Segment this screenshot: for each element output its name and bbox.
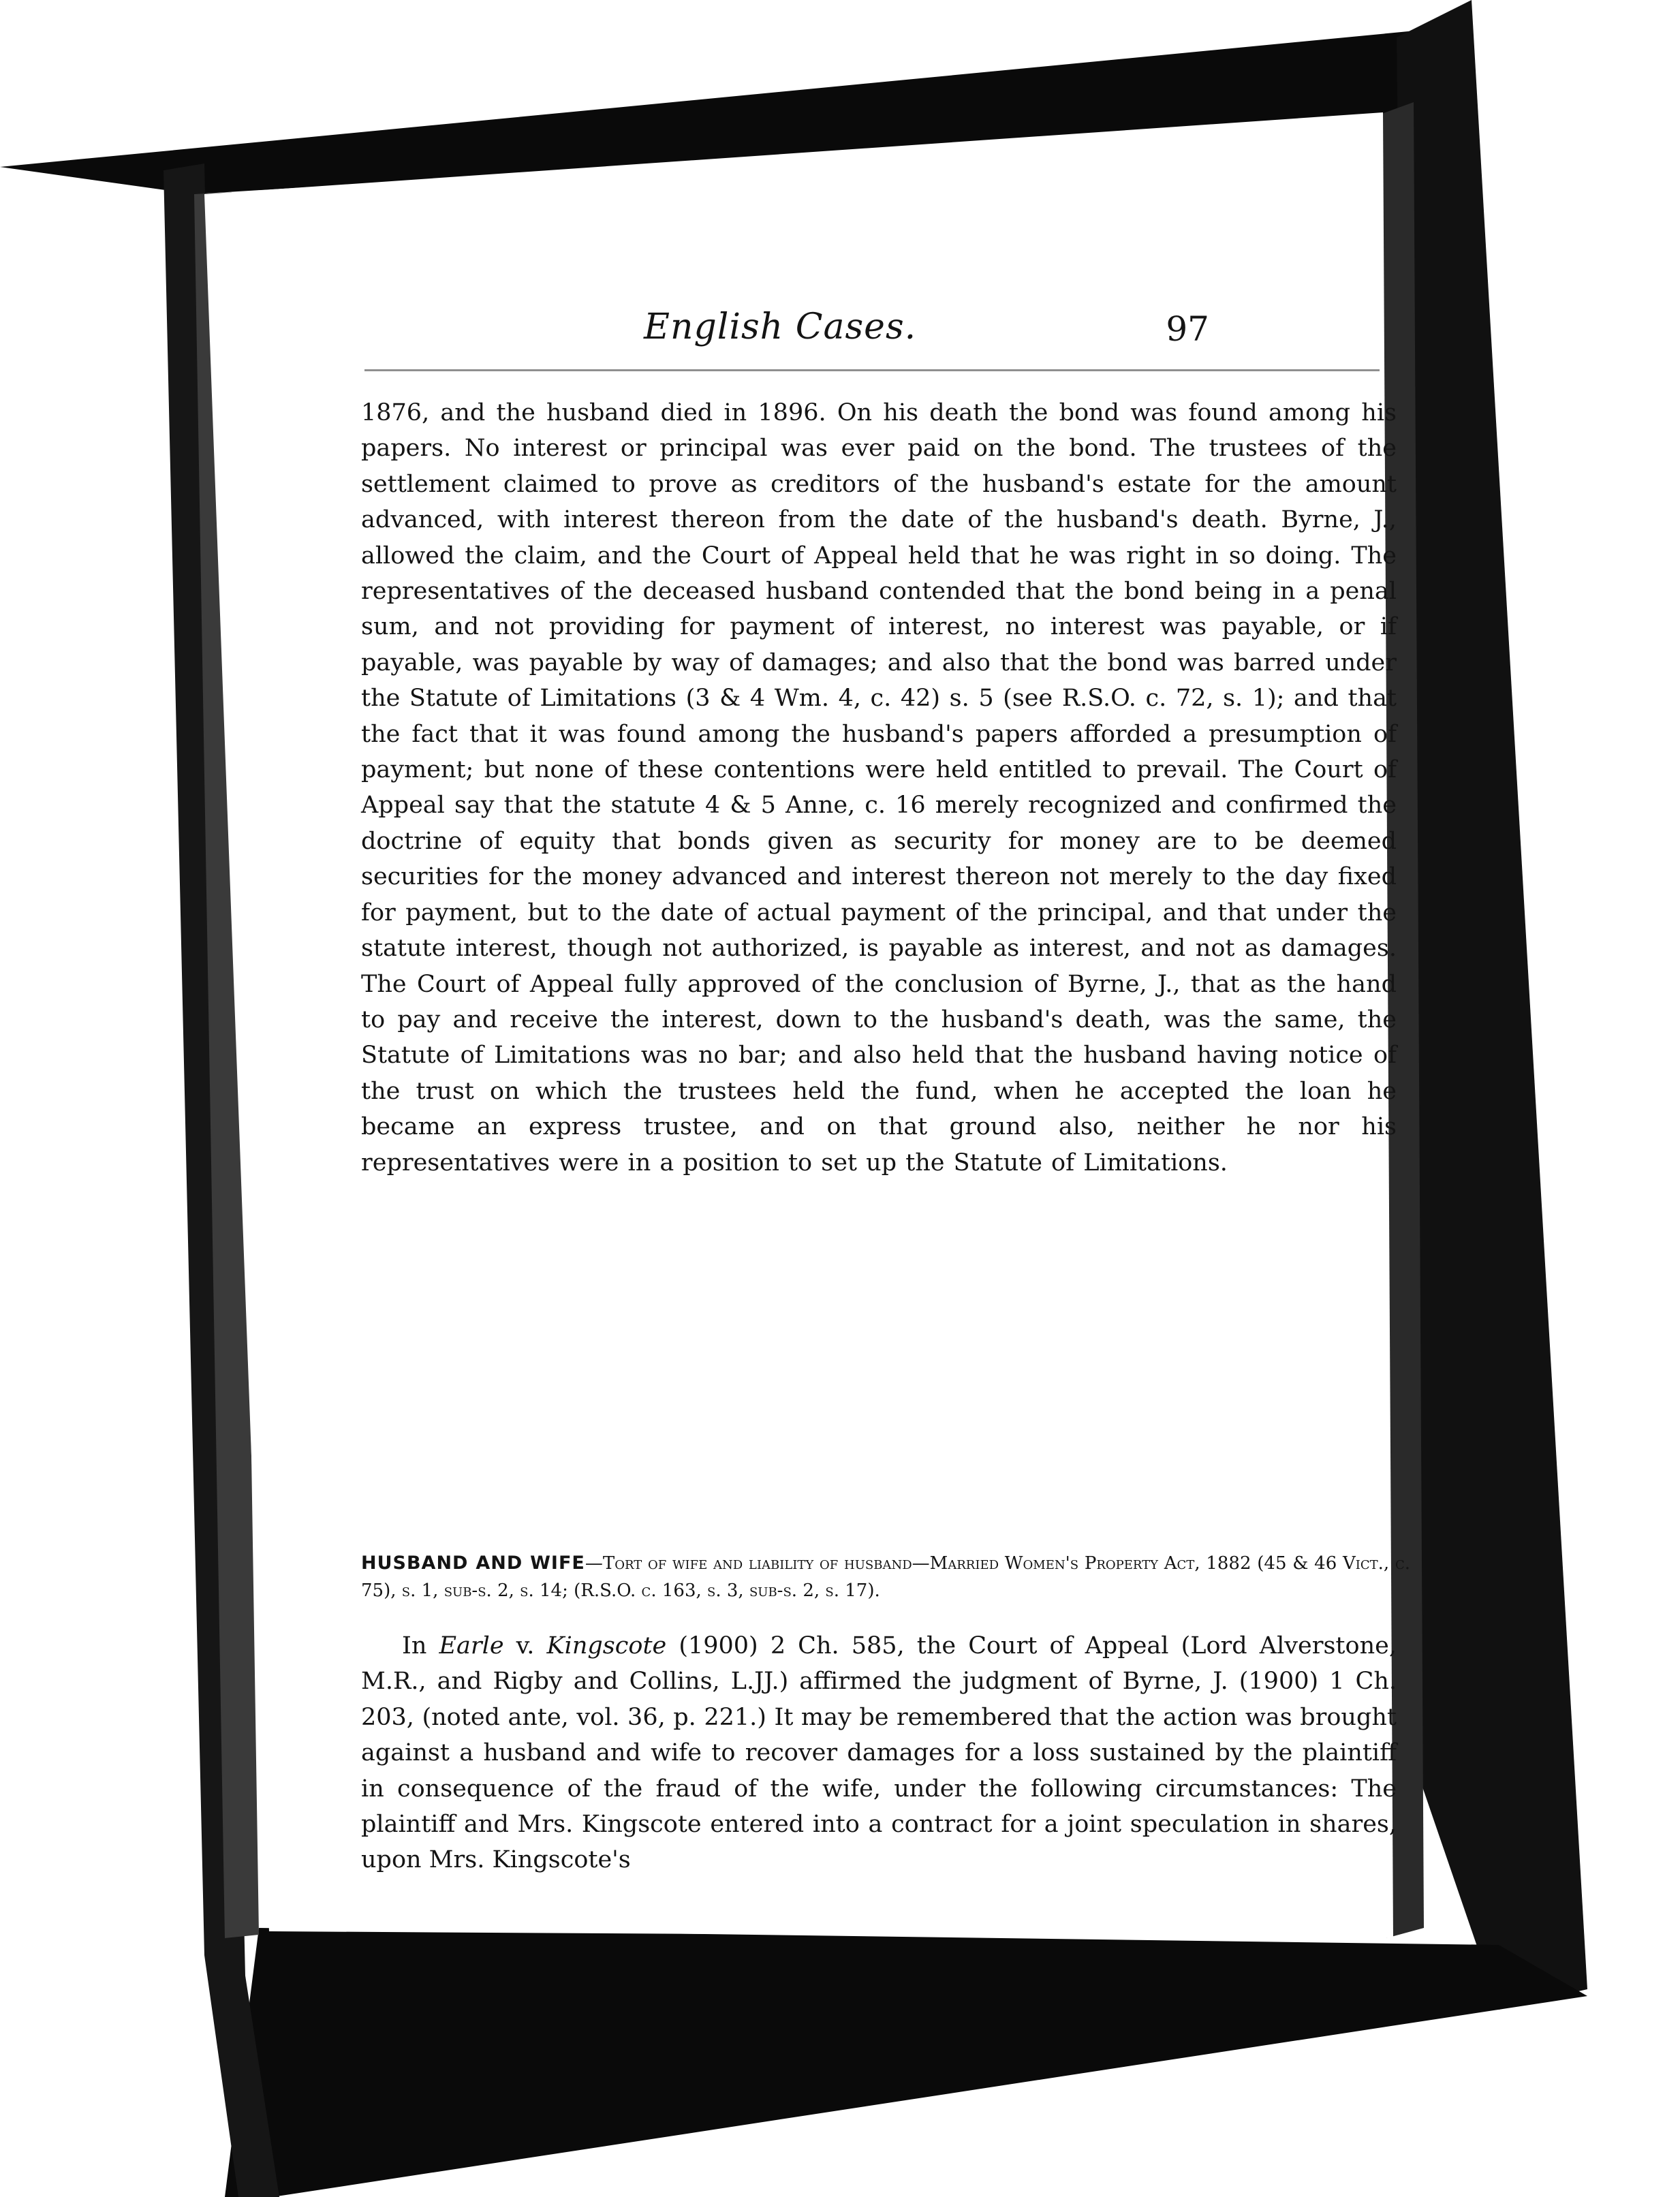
heading-rest: —Tort of wife and liability of husband—Married Women's Property Act, 1882 (45 & 46 Vict., c. 75), s. 1, sub-s. 2, s. 14; (R.S.O. c. 163, s. 3, sub-s. 2, s. 17). — [361, 1553, 1410, 1601]
section-heading — [361, 1550, 1410, 1604]
running-head — [194, 307, 1209, 361]
book-page — [194, 123, 1414, 1962]
body-paragraph-1 — [361, 395, 1397, 1181]
running-head-title: English Cases. — [644, 307, 917, 347]
case-name-kingscote: Kingscote — [546, 1632, 667, 1660]
paragraph-2-text — [361, 1628, 1397, 1878]
case-name-earle: Earle — [439, 1632, 504, 1660]
body-paragraph-2 — [361, 1628, 1397, 1878]
case-v: v. — [516, 1632, 535, 1660]
heading-caps: HUSBAND AND WIFE — [361, 1553, 585, 1574]
paragraph-2-rest: (1900) 2 Ch. 585, the Court of Appeal (Lord Alverstone, M.R., and Rigby and Collins, L.JJ.) affirmed the judgment of Byrne, J. (1900) 1 Ch. 203, (noted ante, vol. 36, p. 221.) It may be remembered that the action was brought against a husband and wife to recover damages for a loss sustained by the plaintiff in consequence of the fraud of the wife, under the following circumstances: The plaintiff and Mrs. Kingscote entered into a contract for a joint speculation in shares, upon Mrs. Kingscote's — [361, 1632, 1397, 1874]
paragraph-text: 1876, and the husband died in 1896. On his death the bond was found among his papers. No interest or principal was ever paid on the bond. The trustees of the settlement claimed to prove as creditors of the husband's estate for the amount advanced, with interest thereon from the date of the husband's death. Byrne, J., allowed the claim, and the Court of Appeal held that he was right in so doing. The representatives of the deceased husband contended that the bond being in a penal sum, and not providing for payment of interest, no interest was payable, or if payable, was payable by way of damages; and also that the bond was barred under the Statute of Limitations (3 & 4 Wm. 4, c. 42) s. 5 (see R.S.O. c. 72, s. 1); and that the fact that it was found among the husband's papers afforded a presumption of payment; but none of these contentions were held entitled to prevail. The Court of Appeal say that the statute 4 & 5 Anne, c. 16 merely recognized and confirmed the doctrine of equity that bonds given as security for money are to be deemed securities for the money advanced and interest thereon not merely to the day fixed for payment, but to the date of actual payment of the principal, and that under the statute interest, though not authorized, is payable as interest, and not as damages. The Court of Appeal fully approved of the conclusion of Byrne, J., that as the hand to pay and receive the interest, down to the husband's death, was the same, the Statute of Limitations was no bar; and also held that the husband having notice of the trust on which the trustees held the fund, when he accepted the loan he became an express trustee, and on that ground also, neither he nor his representatives were in a position to set up the Statute of Limitations. — [361, 399, 1397, 1177]
para-start: In — [402, 1632, 427, 1660]
page-number: 97 — [1166, 309, 1209, 349]
header-rule — [364, 369, 1380, 371]
